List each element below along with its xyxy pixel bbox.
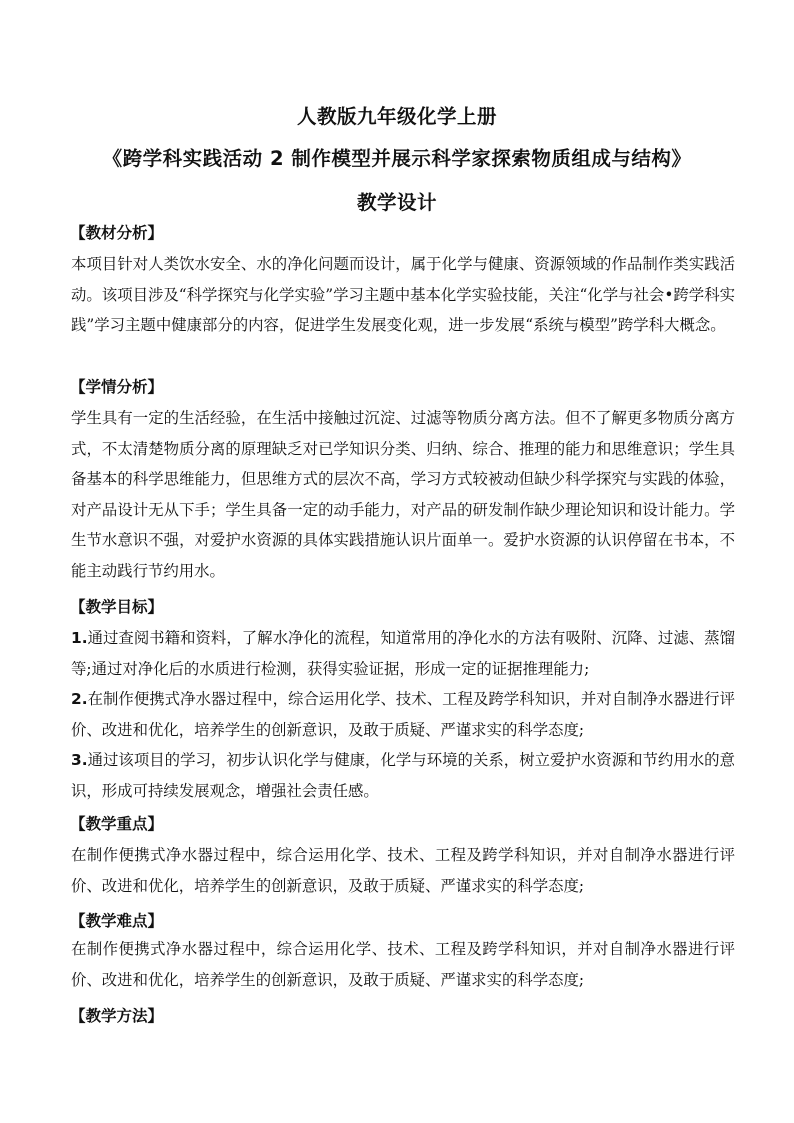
section-heading-difficulties: 【教学难点】: [70, 912, 164, 930]
students-paragraph: 学生具有一定的生活经验，在生活中接触过沉淀、过滤等物质分离方法。但不了解更多物质分离方式，不太清楚物质分离的原理缺乏对已学知识分类、归纳、综合、推理的能力和思维意识；学生具备基本的科学思维能力，但思维方式的层次不高，学习方式较被动但缺少科学探究与实践的体验，对产品设计无从下手；学生具备一定的动手能力，对产品的研发制作缺少理论知识和设计能力。学生节水意识不强，对爱护水资源的具体实践措施认识片面单一。爱护水资源的认识停留在书本，不能主动践行节约用水。: [71, 409, 735, 580]
section-heading-objectives: 【教学目标】: [70, 598, 164, 616]
document-title-line-1: 人教版九年级化学上册: [296, 105, 497, 128]
analysis-paragraph: 本项目针对人类饮水安全、水的净化问题而设计，属于化学与健康、资源领域的作品制作类实践活动。该项目涉及“科学探究与化学实验”学习主题中基本化学实验技能，关注“化学与社会•跨学科实践”学习主题中健康部分的内容，促进学生发展变化观，进一步发展“系统与模型”跨学科大概念。: [71, 255, 735, 334]
section-body-key-points: [71, 840, 735, 901]
objective-text: 通过查阅书籍和资料，了解水净化的流程，知道常用的净化水的方法有吸附、沉降、过滤、蒸馏等;通过对净化后的水质进行检测，获得实验证据，形成一定的证据推理能力;: [71, 629, 735, 678]
section-heading-key-points: 【教学重点】: [70, 815, 164, 833]
section-body-analysis: [71, 249, 735, 341]
section-heading-students: 【学情分析】: [70, 378, 164, 396]
objective-number: 2.: [71, 690, 88, 708]
objective-text: 在制作便携式净水器过程中，综合运用化学、技术、工程及跨学科知识，并对自制净水器进行评价、改进和优化，培养学生的创新意识，及敢于质疑、严谨求实的科学态度;: [71, 690, 735, 739]
document-title-line-2: 《跨学科实践活动 2 制作模型并展示科学家探索物质组成与结构》: [102, 147, 692, 170]
objective-number: 3.: [71, 751, 88, 769]
objective-item: [71, 623, 735, 684]
key-points-paragraph: 在制作便携式净水器过程中，综合运用化学、技术、工程及跨学科知识，并对自制净水器进行评价、改进和优化，培养学生的创新意识，及敢于质疑、严谨求实的科学态度;: [71, 846, 735, 895]
document-title-line-3: 教学设计: [356, 191, 437, 214]
objective-item: [71, 684, 735, 745]
difficulties-paragraph: 在制作便携式净水器过程中，综合运用化学、技术、工程及跨学科知识，并对自制净水器进行评价、改进和优化，培养学生的创新意识，及敢于质疑、严谨求实的科学态度;: [71, 940, 735, 989]
section-body-students: [71, 403, 735, 586]
section-heading-methods: 【教学方法】: [70, 1007, 164, 1025]
section-body-difficulties: [71, 934, 735, 995]
objective-text: 通过该项目的学习，初步认识化学与健康，化学与环境的关系，树立爱护水资源和节约用水的意识，形成可持续发展观念，增强社会责任感。: [71, 751, 735, 800]
section-heading-analysis: 【教材分析】: [70, 224, 164, 242]
objective-item: [71, 745, 735, 806]
objective-number: 1.: [71, 629, 88, 647]
section-body-objectives: [71, 623, 735, 806]
